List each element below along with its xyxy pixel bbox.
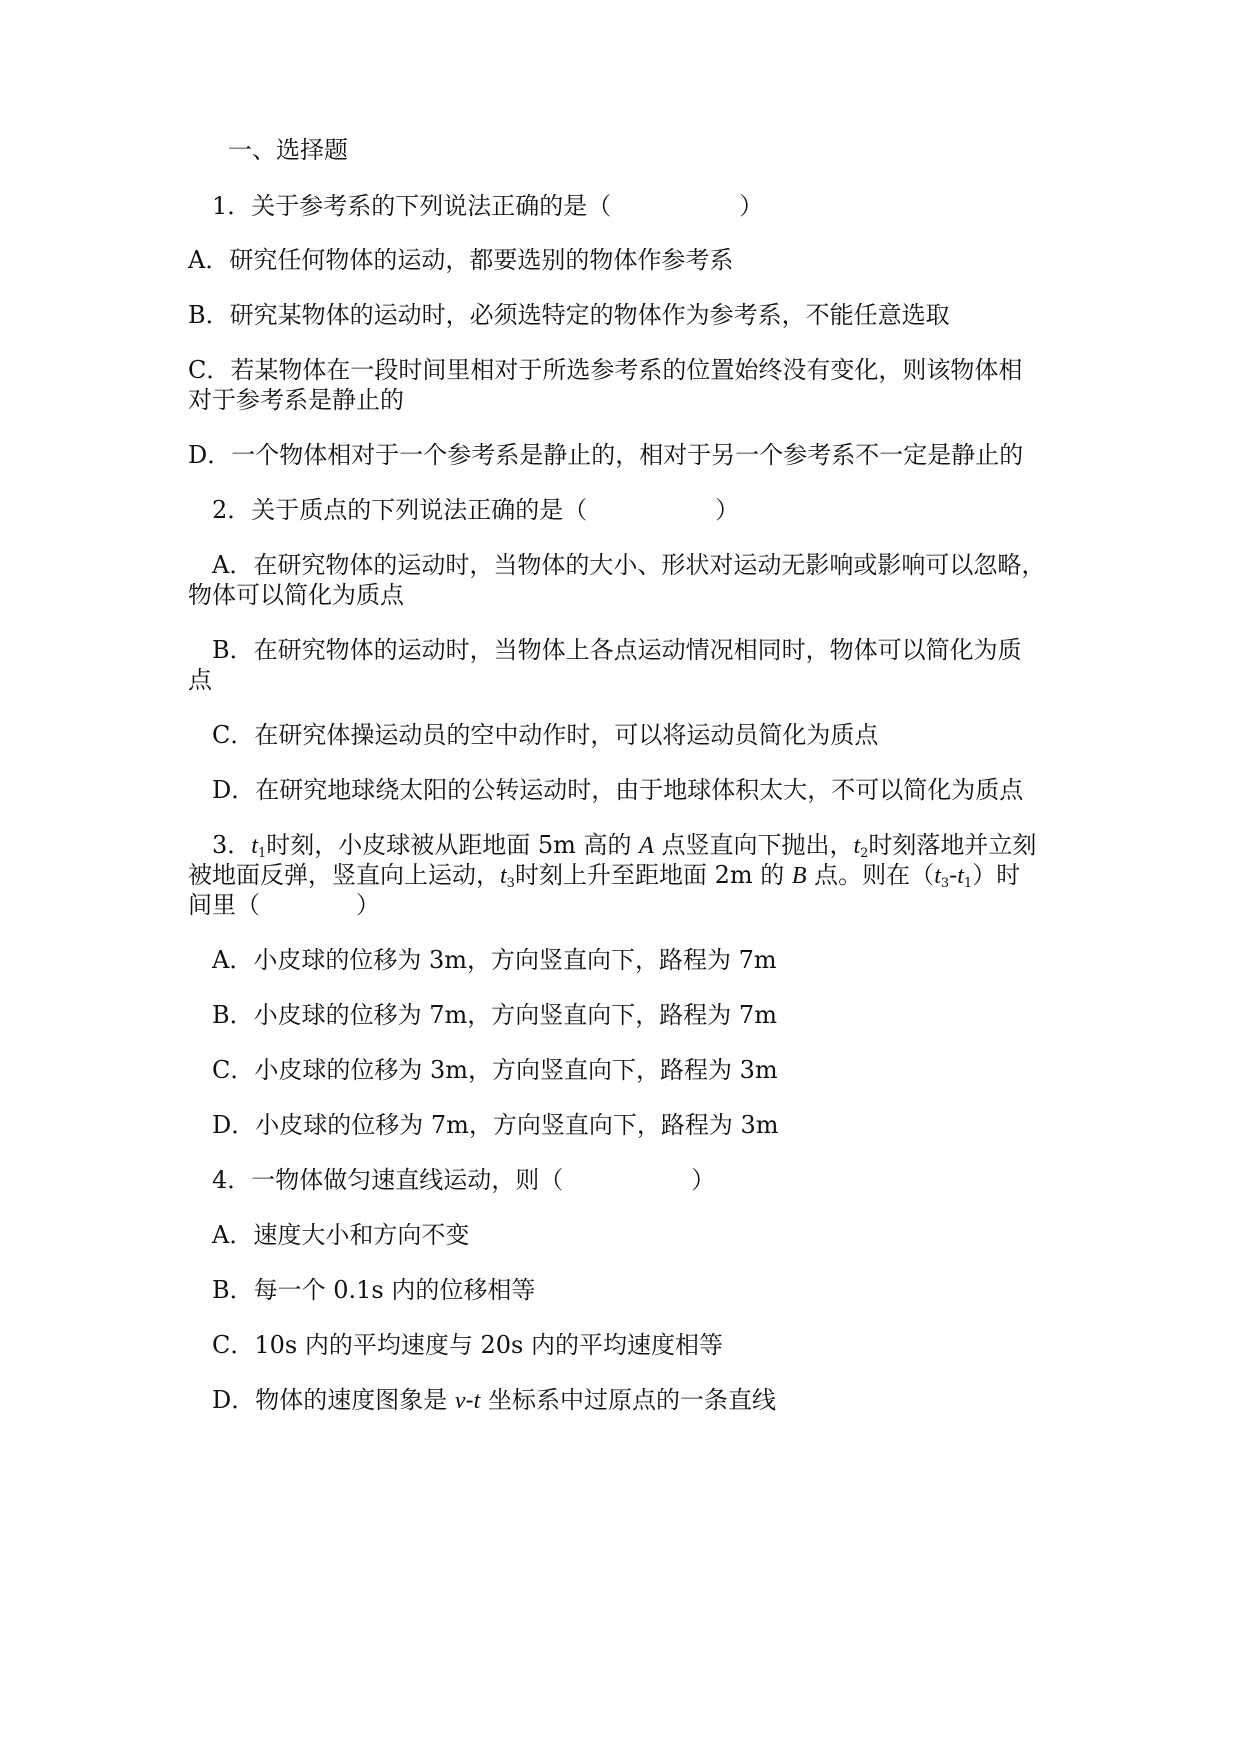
question-3-stem-line-2: 被地面反弹，竖直向上运动，$t_3$时刻上升至距地面 2m 的 B 点。则在$(t_3-t_1)$时 <box>188 861 1021 891</box>
question-2-stem: 2．关于质点的下列说法正确的是（ ） <box>212 496 740 524</box>
question-2-option-b-cont: 点 <box>188 666 212 694</box>
question-3-stem-line-1: 3．$t_1$时刻，小皮球被从距地面 5m 高的 A 点竖直向下抛出，$t_2$时刻落地并立刻 <box>212 831 1037 861</box>
question-2-option-a: A．在研究物体的运动时，当物体的大小、形状对运动无影响或影响可以忽略， <box>212 551 1046 579</box>
question-1-option-c-cont: 对于参考系是静止的 <box>188 386 404 414</box>
question-1-option-d: D．一个物体相对于一个参考系是静止的，相对于另一个参考系不一定是静止的 <box>188 441 1024 469</box>
section-title: 一、选择题 <box>228 136 348 164</box>
question-1-stem: 1．关于参考系的下列说法正确的是（ ） <box>212 192 764 220</box>
question-4-option-a: A．速度大小和方向不变 <box>212 1221 470 1249</box>
question-3-stem-line-3: 间里（ ） <box>188 891 380 919</box>
question-4-option-d: D．物体的速度图象是 v-t 坐标系中过原点的一条直线 <box>212 1386 776 1414</box>
question-3-option-d: D．小皮球的位移为 7m，方向竖直向下，路程为 3m <box>212 1111 779 1139</box>
question-1-option-b: B．研究某物体的运动时，必须选特定的物体作为参考系，不能任意选取 <box>188 301 950 329</box>
question-4-stem: 4．一物体做匀速直线运动，则（ ） <box>212 1166 716 1194</box>
question-1-option-c: C．若某物体在一段时间里相对于所选参考系的位置始终没有变化，则该物体相 <box>188 356 1023 384</box>
question-2-option-c: C．在研究体操运动员的空中动作时，可以将运动员简化为质点 <box>212 721 879 749</box>
question-3-option-c: C．小皮球的位移为 3m，方向竖直向下，路程为 3m <box>212 1056 778 1084</box>
question-1-option-a: A．研究任何物体的运动，都要选别的物体作参考系 <box>188 246 734 274</box>
question-2-option-b: B．在研究物体的运动时，当物体上各点运动情况相同时，物体可以简化为质 <box>212 636 1022 664</box>
question-4-option-c: C．10s 内的平均速度与 20s 内的平均速度相等 <box>212 1331 723 1359</box>
question-3-option-a: A．小皮球的位移为 3m，方向竖直向下，路程为 7m <box>212 946 777 974</box>
question-2-option-a-cont: 物体可以简化为质点 <box>188 581 404 609</box>
question-3-option-b: B．小皮球的位移为 7m，方向竖直向下，路程为 7m <box>212 1001 777 1029</box>
question-2-option-d: D．在研究地球绕太阳的公转运动时，由于地球体积太大，不可以简化为质点 <box>212 776 1024 804</box>
question-4-option-b: B．每一个 0.1s 内的位移相等 <box>212 1276 536 1304</box>
